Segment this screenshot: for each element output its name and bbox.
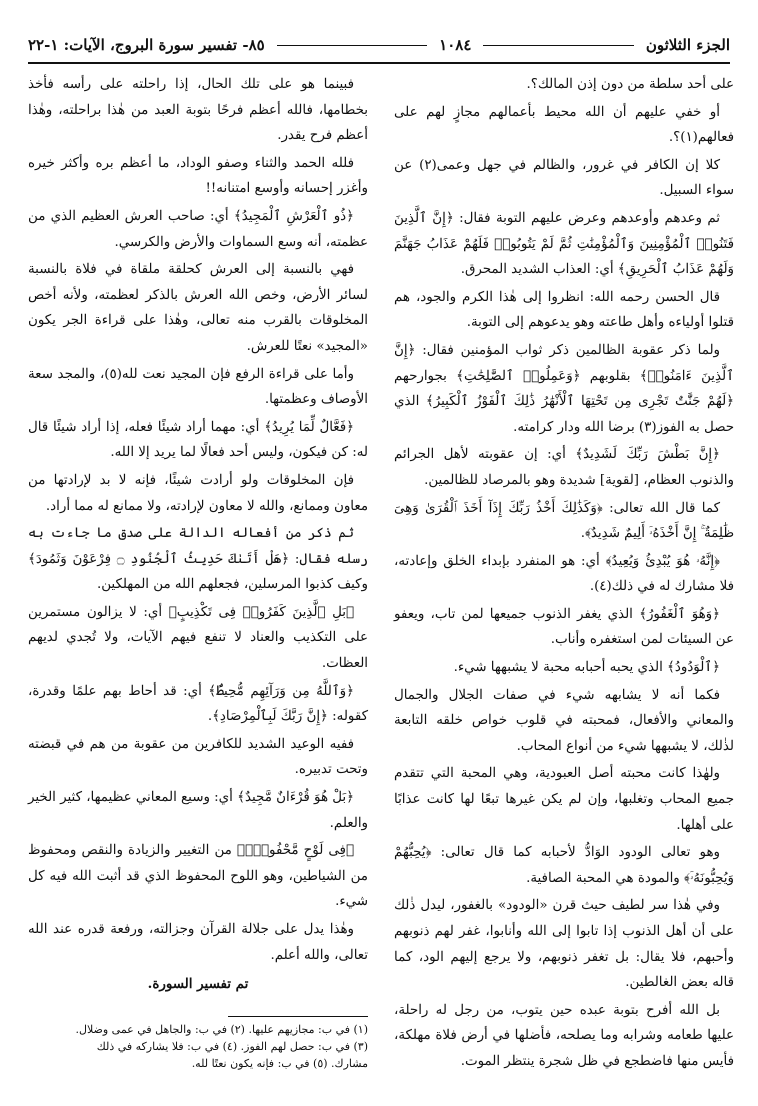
left-column: [28, 72, 368, 1000]
page-header: [28, 30, 730, 60]
footnote-line: (٣) في ب: حصل لهم الفوز. (٤) في ب: فلا يشاركه في ذلك: [96, 1040, 368, 1053]
paragraph: ولهٰذا كانت محبته أصل العبودية، وهي المحبة التي تتقدم جميع المحاب وتغلبها، وإن لم يكن غيرها تبعًا لها كانت عذابًا على أهلها.: [394, 766, 734, 833]
paragraph: وهو تعالى الودود الوَادُّ لأحبابه كما قال تعالى: ﴿يُحِبُّهُمْ وَيُحِبُّونَهُۥٓ﴾ والمودة هي المحبة الصافية.: [394, 845, 734, 886]
paragraph: فهي بالنسبة إلى العرش كحلقة ملقاة في فلاة بالنسبة لسائر الأرض، وخص الله العرش بالذكر لعظمته، ولأنه أخص المخلوقات بالقرب منه تعالى، وهٰذا على قراءة الجر يكون «المجيد» نعتًا للعرش.: [28, 262, 368, 354]
paragraph: فبينما هو على تلك الحال، إذا راحلته على رأسه فأخذ بخطامها، فالله أعظم فرحًا بتوبة العبد من هٰذا براحلته، وهٰذا أعظم فرح يقدر.: [28, 77, 368, 144]
surah-title: ٨٥- تفسير سورة البروج، الآيات: ١-٢٢: [28, 36, 265, 54]
paragraph: ﴿بَلِ ٱلَّذِينَ كَفَرُوا۟ فِى تَكْذِيبٍ﴾ أي: لا يزالون مستمرين على التكذيب والعناد لا تنفع فيهم الآيات، ولا تُجدي لديهم العظات.: [28, 604, 368, 672]
header-rule: [483, 45, 633, 46]
paragraph: ﴿فَعَّالٌ لِّمَا يُرِيدُ﴾ أي: مهما أراد شيئًا فعله، إذا أراد شيئًا قال له: كن فيكون، وليس أحد فعالًا لما يريد إلا الله.: [28, 419, 368, 461]
header-divider: [28, 62, 730, 64]
paragraph: وهٰذا يدل على جلالة القرآن وجزالته، ورفعة قدره عند الله تعالى، والله أعلم.: [28, 922, 368, 963]
paragraph: ﴿وَٱللَّهُ مِن وَرَآئِهِم مُّحِيطٌۢ﴾ أي: قد أحاط بهم علمًا وقدرة، كقوله: ﴿إِنَّ رَبَّكَ لَبِٱلْمِرْصَادِ﴾.: [28, 683, 368, 725]
header-rule: [277, 45, 427, 46]
paragraph: فكما أنه لا يشابهه شيء في صفات الجلال والجمال والمعاني والأفعال، فمحبته في قلوب خواص خلقه التابعة لذٰلك، لا يشبهها شيء من أنواع المحاب.: [394, 687, 734, 754]
paragraph: ﴿بَلْ هُوَ قُرْءَانٌ مَّجِيدٌ﴾ أي: وسيع المعاني عظيمها، كثير الخير والعلم.: [28, 790, 368, 831]
paragraph: قال الحسن رحمه الله: انظروا إلى هٰذا الكرم والجود، هم قتلوا أولياءه وأهل طاعته وهو يدعوهم إلى التوبة.: [394, 289, 734, 331]
paragraph: وأما على قراءة الرفع فإن المجيد نعت لله(٥)، والمجد سعة الأوصاف وعظمتها.: [28, 366, 368, 408]
paragraph: ففيه الوعيد الشديد للكافرين من عقوبة من هم في قبضته وتحت تدبيره.: [28, 736, 368, 778]
paragraph: ﴿وَهُوَ ٱلْغَفُورُ﴾ الذي يغفر الذنوب جميعها لمن تاب، ويعفو عن السيئات لمن استغفره وأناب.: [394, 606, 734, 648]
paragraph: ﴿إِنَّهُۥ هُوَ يُبْدِئُ وَيُعِيدُ﴾ أي: هو المنفرد بإبداء الخلق وإعادته، فلا مشارك له في ذلك(٤).: [394, 553, 734, 595]
paragraph: ﴿إِنَّ بَطْشَ رَبِّكَ لَشَدِيدٌ﴾ أي: إن عقوبته لأهل الجرائم والذنوب العظام، [لقوية] شديدة وهو بالمرصاد للظالمين.: [394, 447, 734, 488]
paragraph: كلا إن الكافر في غرور، والظالم في جهل وعمى(٢) عن سواء السبيل.: [394, 157, 734, 199]
footnote-line: (١) في ب: مجازيهم عليها. (٢) في ب: والجاهل في عمى وضلال.: [75, 1023, 368, 1036]
page-number: ١٠٨٤: [439, 36, 472, 54]
paragraph: كما قال الله تعالى: ﴿وَكَذَٰلِكَ أَخْذُ رَبِّكَ إِذَآ أَخَذَ ٱلْقُرَىٰ وَهِىَ ظَٰلِمَةٌ ۚ إِنَّ أَخْذَهُۥٓ أَلِيمٌ شَدِيدٌ﴾.: [394, 500, 734, 542]
paragraph: فإن المخلوقات ولو أرادت شيئًا، فإنه لا بد لإرادتها من معاون وممانع، والله لا معاون لإرادته، ولا ممانع له مما أراد.: [28, 472, 368, 514]
paragraph: ولما ذكر عقوبة الظالمين ذكر ثواب المؤمنين فقال: ﴿إِنَّ ٱلَّذِينَ ءَامَنُوا۟﴾ بقلوبهم ﴿وَعَمِلُوا۟ ٱلصَّٰلِحَٰتِ﴾ بجوارحهم ﴿لَهُمْ جَنَّٰتٌ تَجْرِى مِن تَحْتِهَا ٱلْأَنْهَٰرُ ذَٰلِكَ ٱلْفَوْزُ ٱلْكَبِيرُ﴾ الذي حصل به الفوز(٣) برضا الله ودار كرامته.: [394, 342, 734, 435]
paragraph: أو خفي عليهم أن الله محيط بأعمالهم مجازٍ لهم على فعالهم(١)؟.: [394, 104, 734, 146]
paragraph: ثم وعدهم وأوعدهم وعرض عليهم التوبة فقال: ﴿إِنَّ ٱلَّذِينَ فَتَنُوا۟ ٱلْمُؤْمِنِينَ وَٱلْمُؤْمِنَٰتِ ثُمَّ لَمْ يَتُوبُوا۟ فَلَهُمْ عَذَابُ جَهَنَّمَ وَلَهُمْ عَذَابُ ٱلْحَرِيقِ﴾ أي: العذاب الشديد المحرق.: [394, 210, 734, 278]
footnotes: [28, 1016, 368, 1072]
paragraph: ثم ذكر من أفعاله الدالة على صدق ما جاءت به رسله فقال: ﴿هَلْ أَتَىٰكَ حَدِيثُ ٱلْجُنُودِ ۝ فِرْعَوْنَ وَثَمُودَ﴾ وكيف كذبوا المرسلين، فجعلهم الله من المهلكين.: [28, 526, 368, 593]
paragraph: بل الله أفرح بتوبة عبده حين يتوب، من رجل له راحلة، عليها طعامه وشرابه وما يصلحه، فأضلها في أرض فلاة مهلكة، فأيس منها فاضطجع في ظل شجرة ينتظر الموت.: [394, 1002, 734, 1069]
paragraph: على أحد سلطة من دون إذن المالك؟.: [526, 77, 734, 92]
paragraph: ﴿ٱلْوَدُودُ﴾ الذي يحبه أحبابه محبة لا يشبهها شيء.: [453, 660, 720, 676]
paragraph: فلله الحمد والثناء وصفو الوداد، ما أعظم بره وأكثر خيره وأغزر إحسانه وأوسع امتنانه!!: [28, 155, 368, 197]
right-column: [394, 72, 734, 1077]
part-title: الجزء الثلاثون: [645, 36, 730, 54]
footnote-rule: [228, 1016, 368, 1017]
paragraph: ﴿ذُو ٱلْعَرْشِ ٱلْمَجِيدُ﴾ أي: صاحب العرش العظيم الذي من عظمته، أنه وسع السماوات والأرض والكرسي.: [28, 208, 368, 250]
footnote-line: مشارك. (٥) في ب: فإنه يكون نعتًا لله.: [191, 1057, 368, 1070]
closing-line: تم تفسير السورة.: [147, 976, 249, 993]
paragraph: وفي هٰذا سر لطيف حيث قرن «الودود» بالغفور، ليدل ذٰلك على أن أهل الذنوب إذا تابوا إلى الله وأنابوا، غفر لهم ذنوبهم وأحبهم، فلا يقال: بل تغفر ذنوبهم، ولا يرجع إليهم الود، كما قاله بعض الغالطين.: [394, 898, 734, 991]
paragraph: ﴿فِى لَوْحٍ مَّحْفُوظٍۭ﴾ من التغيير والزيادة والنقص ومحفوظ من الشياطين، وهو اللوح المحفوظ الذي قد أثبت الله فيه كل شيء.: [28, 843, 368, 910]
